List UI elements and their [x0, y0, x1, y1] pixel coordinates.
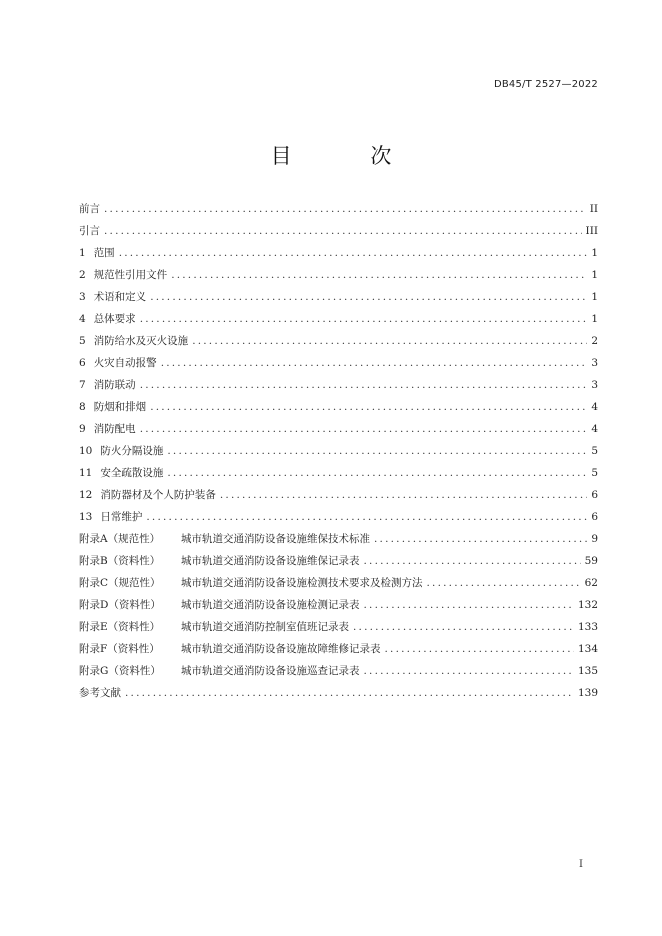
toc-dot-leader — [150, 288, 587, 306]
toc-entry-number: 5 — [79, 335, 86, 347]
toc-entry[interactable] — [79, 266, 598, 288]
toc-entry-page: 6 — [591, 489, 598, 501]
toc-entry-appendix-tag: 附录G（资料性） — [79, 665, 161, 677]
toc-dot-leader — [364, 552, 581, 570]
toc-entry-page: 139 — [577, 687, 598, 699]
page-number: I — [579, 859, 583, 870]
toc-dot-leader — [146, 508, 587, 526]
toc-entry-label: 日常维护 — [100, 511, 143, 523]
toc-entry-page: 62 — [584, 577, 598, 589]
toc-entry-appendix-tag: 附录A（规范性） — [79, 533, 161, 545]
toc-entry-page: 1 — [591, 291, 598, 303]
toc-entry[interactable] — [79, 640, 598, 662]
toc-entry[interactable] — [79, 530, 598, 552]
toc-entry-label: 防烟和排烟 — [93, 401, 147, 413]
toc-entry-appendix-tag: 附录E（资料性） — [79, 621, 161, 633]
toc-entry-page: 1 — [591, 313, 598, 325]
toc-entry-number: 10 — [79, 445, 93, 457]
toc-entry-label: 安全疏散设施 — [100, 467, 164, 479]
toc-entry-number: 9 — [79, 423, 86, 435]
toc-entry-label: 火灾自动报警 — [93, 357, 157, 369]
toc-entry-page: 2 — [591, 335, 598, 347]
toc-entry-label: 消防配电 — [93, 423, 136, 435]
toc-entry-label: 规范性引用文件 — [93, 269, 168, 281]
toc-entry-label: 消防给水及灭火设施 — [93, 335, 189, 347]
toc-entry-label: 范围 — [93, 247, 115, 259]
toc-entry[interactable] — [79, 200, 598, 222]
toc-dot-leader — [427, 574, 581, 592]
toc-entry-label: 总体要求 — [93, 313, 136, 325]
toc-entry-label: 城市轨道交通消防设备设施检测记录表 — [181, 599, 360, 611]
toc-entry-label: 防火分隔设施 — [100, 445, 164, 457]
toc-entry-page: 4 — [591, 423, 598, 435]
toc-entry-page: 6 — [591, 511, 598, 523]
toc-entry-number: 7 — [79, 379, 86, 391]
toc-entry-number: 12 — [79, 489, 93, 501]
table-of-contents — [79, 200, 598, 706]
toc-entry-page: 135 — [577, 665, 598, 677]
toc-entry-label: 前言 — [79, 203, 100, 215]
toc-entry[interactable] — [79, 552, 598, 574]
toc-dot-leader — [353, 618, 574, 636]
toc-entry[interactable] — [79, 618, 598, 640]
toc-entry-label: 参考文献 — [79, 687, 121, 699]
toc-entry-label: 术语和定义 — [93, 291, 147, 303]
toc-entry-number: 8 — [79, 401, 86, 413]
toc-dot-leader — [385, 640, 574, 658]
toc-entry[interactable] — [79, 244, 598, 266]
toc-entry-page: 9 — [591, 533, 598, 545]
toc-entry-label: 城市轨道交通消防控制室值班记录表 — [181, 621, 349, 633]
toc-dot-leader — [125, 684, 574, 702]
toc-entry-label: 城市轨道交通消防设备设施检测技术要求及检测方法 — [181, 577, 423, 589]
toc-entry-number: 11 — [79, 467, 93, 479]
toc-entry-label: 城市轨道交通消防设备设施巡查记录表 — [181, 665, 360, 677]
document-code: DB45/T 2527—2022 — [493, 79, 598, 90]
toc-entry[interactable] — [79, 464, 598, 486]
toc-entry-number: 6 — [79, 357, 86, 369]
toc-entry[interactable] — [79, 486, 598, 508]
toc-dot-leader — [140, 420, 588, 438]
toc-dot-leader — [161, 354, 588, 372]
toc-dot-leader — [140, 376, 588, 394]
toc-dot-leader — [119, 244, 588, 262]
toc-entry-page: 132 — [577, 599, 598, 611]
toc-dot-leader — [167, 442, 587, 460]
toc-entry-number: 2 — [79, 269, 86, 281]
toc-entry-label: 引言 — [79, 225, 100, 237]
toc-entry-page: II — [589, 203, 598, 215]
toc-dot-leader — [364, 662, 574, 680]
toc-entry[interactable] — [79, 376, 598, 398]
toc-entry[interactable] — [79, 596, 598, 618]
toc-entry-page: 4 — [591, 401, 598, 413]
toc-entry-page: 134 — [577, 643, 598, 655]
toc-entry-label: 消防器材及个人防护装备 — [100, 489, 216, 501]
toc-entry-label: 城市轨道交通消防设备设施维保技术标准 — [181, 533, 370, 545]
toc-entry[interactable] — [79, 574, 598, 596]
toc-dot-leader — [220, 486, 587, 504]
toc-entry-page: III — [585, 225, 598, 237]
toc-dot-leader — [192, 332, 587, 350]
toc-entry[interactable] — [79, 332, 598, 354]
toc-entry-page: 1 — [591, 247, 598, 259]
toc-entry-number: 3 — [79, 291, 86, 303]
toc-entry[interactable] — [79, 310, 598, 332]
toc-dot-leader — [374, 530, 587, 548]
toc-dot-leader — [140, 310, 588, 328]
toc-dot-leader — [171, 266, 587, 284]
toc-dot-leader — [167, 464, 587, 482]
toc-entry-appendix-tag: 附录F（资料性） — [79, 643, 160, 655]
toc-entry-appendix-tag: 附录B（资料性） — [79, 555, 161, 567]
toc-entry[interactable] — [79, 354, 598, 376]
toc-entry-page: 1 — [591, 269, 598, 281]
toc-entry[interactable] — [79, 222, 598, 244]
toc-entry-label: 城市轨道交通消防设备设施故障维修记录表 — [181, 643, 381, 655]
toc-entry-page: 5 — [591, 467, 598, 479]
toc-entry[interactable] — [79, 508, 598, 530]
toc-entry-number: 1 — [79, 247, 86, 259]
toc-entry[interactable] — [79, 420, 598, 442]
toc-entry-page: 133 — [577, 621, 598, 633]
toc-entry[interactable] — [79, 662, 598, 684]
toc-entry-page: 59 — [584, 555, 598, 567]
toc-entry-page: 3 — [591, 357, 598, 369]
toc-entry[interactable] — [79, 398, 598, 420]
toc-entry-number: 4 — [79, 313, 86, 325]
toc-entry-appendix-tag: 附录D（资料性） — [79, 599, 161, 611]
toc-entry[interactable] — [79, 442, 598, 464]
toc-entry[interactable] — [79, 684, 598, 706]
toc-entry[interactable] — [79, 288, 598, 310]
toc-entry-label: 城市轨道交通消防设备设施维保记录表 — [181, 555, 360, 567]
toc-entry-number: 13 — [79, 511, 93, 523]
page-title: 目 次 — [270, 144, 428, 168]
toc-dot-leader — [104, 200, 586, 218]
toc-dot-leader — [364, 596, 574, 614]
toc-entry-appendix-tag: 附录C（规范性） — [79, 577, 161, 589]
toc-entry-label: 消防联动 — [93, 379, 136, 391]
toc-dot-leader — [104, 222, 582, 240]
toc-entry-page: 5 — [591, 445, 598, 457]
toc-dot-leader — [150, 398, 587, 416]
toc-entry-page: 3 — [591, 379, 598, 391]
